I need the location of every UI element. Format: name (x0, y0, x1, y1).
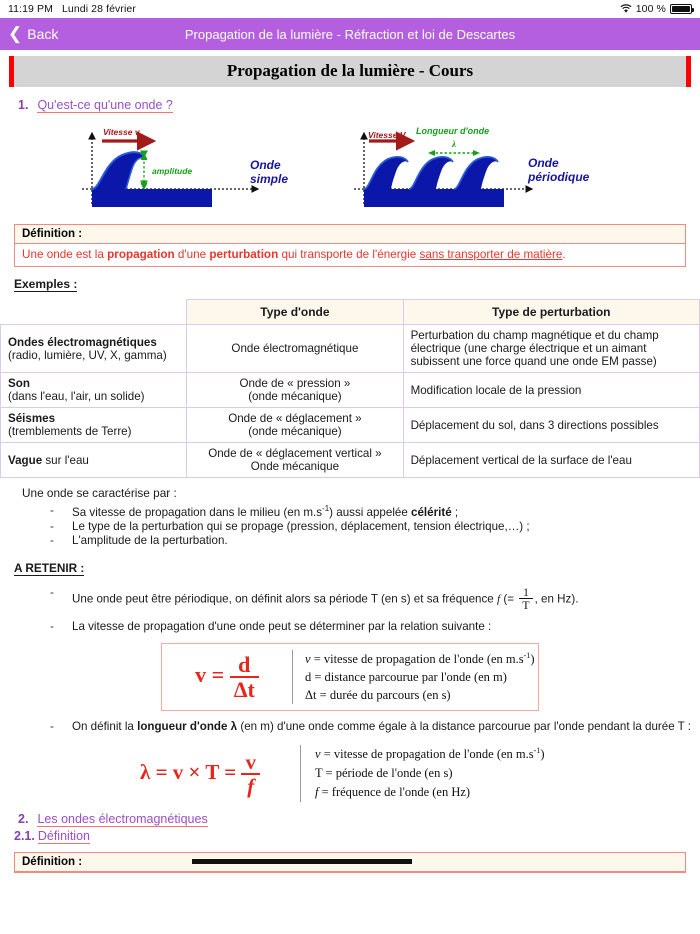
definition-box (14, 224, 686, 267)
legend-text: = durée du parcours (en s) (316, 688, 451, 703)
cat-bold-2: Séismes (8, 412, 56, 425)
ri1-pre: Une onde peut être périodique, on définit alors sa période T (en s) et sa fréquence (72, 592, 497, 606)
table-cell-category (1, 443, 187, 478)
definition-box-text (15, 244, 685, 266)
definition-box-2-label: Définition : (22, 855, 83, 868)
table-cell-category (1, 325, 187, 373)
caption-left-1: Onde (250, 158, 281, 172)
wt-3-2: Onde mécanique (250, 460, 340, 473)
legend-text: = vitesse de propagation de l'onde (en m.s (310, 652, 524, 667)
retenir-label: A RETENIR : (14, 560, 85, 575)
def-part-4: qui transporte de l'énergie (278, 248, 420, 261)
table-row (1, 373, 700, 408)
ri3-pre: On définit la (72, 720, 138, 734)
table-cell-perturbation: Déplacement du sol, dans 3 directions possibles (403, 408, 699, 443)
fraction-one-over-t (519, 586, 532, 611)
table-cell-category (1, 373, 187, 408)
ri1-mid: (= (500, 592, 518, 606)
table-cell-perturbation: Perturbation du champ magnétique et du champ électrique (une charge électrique et un aimant subissent une force quand une onde EM passe) (403, 325, 699, 373)
formula-box-velocity (161, 643, 539, 712)
ci1-bold: célérité (411, 505, 452, 519)
section-2-label: Les ondes électromagnétiques (37, 811, 208, 826)
legend-line (305, 668, 538, 686)
battery-full-icon (670, 4, 692, 14)
formula2-num: v (245, 749, 256, 774)
table-cell-wave-type (187, 373, 403, 408)
characterise-intro: Une onde se caractérise par : (22, 486, 177, 500)
ri3-post: (en m) d'une onde comme égale à la distance parcourue par l'onde pendant la durée T : (237, 720, 691, 734)
status-bar (0, 0, 700, 18)
definition-box-title: Définition : (15, 225, 685, 244)
legend-line (315, 783, 600, 802)
ri3-bold: longueur d'onde λ (137, 720, 238, 734)
battery-percent: 100 % (635, 3, 666, 15)
cat-bold-0: Ondes électromagnétiques (8, 335, 157, 349)
back-button-label: Back (27, 26, 59, 42)
formula2-lhs: λ = v × T = (140, 759, 237, 784)
list-item: - La vitesse de propagation d'une onde peut se déterminer par la relation suivante : (50, 620, 700, 633)
simple-wave-group (82, 127, 288, 207)
list-item (50, 720, 700, 733)
formula1-lhs: v = (195, 662, 225, 688)
table-cell-category (1, 408, 187, 443)
legend-sym: v (315, 747, 321, 762)
section-1-number: 1. (18, 98, 29, 112)
def-part-6: . (562, 248, 566, 261)
formula2-den: f (241, 773, 260, 797)
wt-2-2: (onde mécanique) (248, 425, 342, 438)
waves-table (0, 299, 700, 478)
retenir-list (50, 586, 700, 633)
formula1-num: d (238, 652, 251, 678)
document-title: Propagation de la lumière - Cours (9, 56, 691, 87)
legend-text: = vitesse de propagation de l'onde (en m.s (320, 747, 534, 762)
definition-box-2-title (15, 853, 685, 872)
section-2-number: 2. (18, 811, 29, 826)
wt-1-2: (onde mécanique) (248, 390, 342, 403)
cat-rest-3: sur l'eau (42, 453, 89, 467)
table-row (1, 443, 700, 478)
legend-sup: -1 (523, 650, 531, 660)
wt-3-1: Onde de « déglacement vertical » (208, 447, 382, 460)
wavelength-label: Longueur d'onde (416, 126, 490, 136)
def-part-2: d'une (174, 248, 210, 261)
table-cell-wave-type (187, 325, 403, 373)
cat-bold-3: Vague (8, 453, 43, 467)
section-2-1-label: Définition (37, 828, 90, 843)
list-item: - L'amplitude de la perturbation. (50, 534, 700, 547)
legend-line (315, 764, 600, 783)
table-cell-wave-type (187, 408, 403, 443)
def-part-0: Une onde est la (22, 248, 108, 261)
amplitude-label: amplitude (152, 166, 193, 176)
frac-den: T (519, 598, 532, 611)
wifi-icon (620, 4, 632, 14)
def-part-1: propagation (107, 248, 175, 261)
cat-rest-1: (dans l'eau, l'air, un solide) (8, 390, 145, 403)
formula-wavelength-expression (100, 751, 300, 797)
speed-label-left: Vitesse v (103, 127, 140, 137)
nav-bar (0, 18, 700, 50)
table-cell-wave-type (187, 443, 403, 478)
wave-figure (0, 119, 700, 214)
ri1-italic: f (496, 592, 501, 606)
legend-sym: T (315, 766, 323, 781)
list-item (50, 586, 700, 611)
table-header-type-onde: Type d'onde (187, 300, 403, 325)
legend-line (305, 650, 538, 668)
list-item: - Le type de la perturbation qui se propage (pression, déplacement, tension électrique,…) ; (50, 520, 700, 533)
list-item (50, 504, 700, 519)
legend-sym: f (315, 785, 319, 800)
periodic-wave-group (354, 126, 590, 207)
legend-sym: v (305, 652, 311, 667)
redaction-bar (192, 859, 412, 864)
formula-wavelength-legend (300, 745, 600, 801)
legend-sym: d (305, 670, 312, 685)
legend-line (305, 686, 538, 704)
table-header-blank (1, 300, 187, 325)
section-heading-2-1[interactable] (14, 829, 700, 844)
def-part-3: perturbation (209, 248, 279, 261)
formula1-fraction (230, 653, 259, 701)
legend-sym: Δt (305, 688, 317, 703)
legend-line (315, 745, 600, 764)
wave-diagram-svg (70, 119, 630, 214)
page-title: Propagation de la lumière - Réfraction et loi de Descartes (184, 26, 516, 42)
formula-velocity-legend (292, 650, 538, 705)
ri1-post: , en Hz). (534, 592, 579, 606)
back-button[interactable] (0, 23, 59, 43)
caption-right-2: périodique (528, 170, 590, 184)
table-header-type-perturbation: Type de perturbation (403, 300, 699, 325)
table-row (1, 325, 700, 373)
section-1-label: Qu'est-ce qu'une onde ? (37, 98, 173, 112)
wt-0-1: Onde électromagnétique (231, 342, 359, 355)
ci1-pre: Sa vitesse de propagation dans le milieu (en m.s (72, 505, 323, 519)
status-date: Lundi 28 février (61, 3, 136, 15)
def-part-5: sans transporter de matière (419, 248, 563, 261)
caption-left-2: simple (250, 172, 289, 186)
legend-text: = période de l'onde (en s) (322, 766, 453, 781)
table-cell-perturbation: Modification locale de la pression (403, 373, 699, 408)
examples-label: Exemples : (14, 277, 78, 291)
section-heading-2[interactable] (18, 812, 700, 827)
table-row (1, 408, 700, 443)
wt-1-1: Onde de « pression » (239, 377, 351, 390)
formula-wavelength (0, 745, 700, 801)
legend-text: = distance parcourue par l'onde (en m) (311, 670, 507, 685)
legend-tail: ) (540, 747, 545, 762)
document-body (0, 56, 700, 873)
speed-label-right: Vitesse V (368, 130, 406, 140)
characterise-list (50, 504, 700, 547)
table-cell-perturbation: Déplacement vertical de la surface de l'eau (403, 443, 699, 478)
cat-bold-1: Son (8, 377, 30, 390)
frac-num: 1 (522, 584, 529, 599)
retenir-list-2 (50, 720, 700, 733)
lambda-symbol: λ (452, 139, 456, 149)
ci1-post: ; (451, 505, 459, 519)
ci1-sup: -1 (322, 504, 330, 513)
wt-2-1: Onde de « déglacement » (228, 412, 362, 425)
legend-text: = fréquence de l'onde (en Hz) (318, 785, 471, 800)
legend-tail: ) (530, 652, 535, 667)
legend-sup: -1 (533, 746, 541, 756)
cat-rest-0: (radio, lumière, UV, X, gamma) (8, 348, 167, 362)
definition-box-2 (14, 852, 686, 873)
chevron-left-icon: ❮ (8, 23, 23, 43)
ci1-mid: ) aussi appelée (329, 505, 412, 519)
status-time: 11:19 PM (8, 3, 53, 15)
table-header-row (1, 300, 700, 325)
cat-rest-2: (tremblements de Terre) (8, 425, 132, 438)
section-2-1-number: 2.1. (14, 828, 35, 843)
formula1-den: Δt (230, 676, 259, 701)
section-heading-1[interactable] (18, 98, 700, 113)
caption-right-1: Onde (528, 156, 559, 170)
formula-velocity-expression (162, 653, 292, 701)
formula2-fraction (241, 751, 260, 797)
